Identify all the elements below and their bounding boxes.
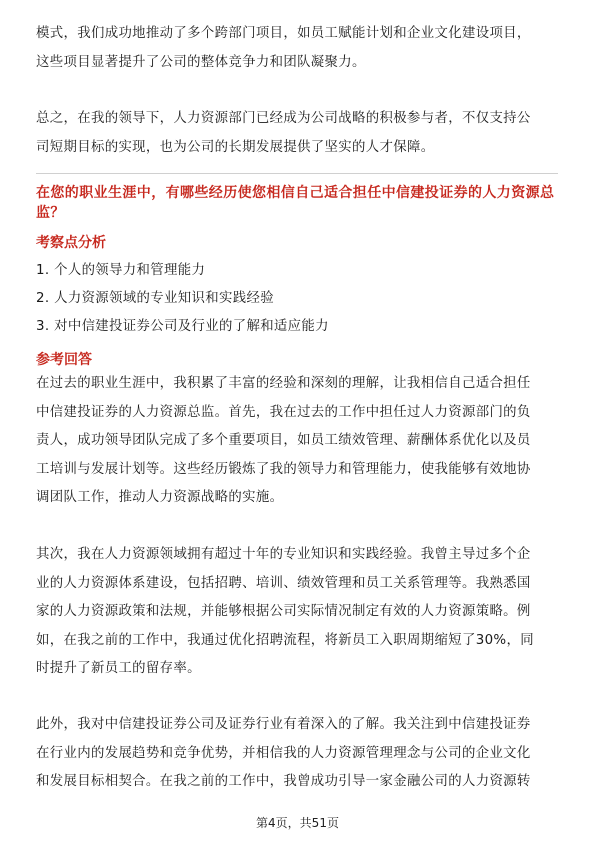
analysis-item: 2. 人力资源领域的专业知识和实践经验 xyxy=(36,291,274,306)
section-divider xyxy=(36,173,558,174)
answer-paragraph xyxy=(36,370,558,513)
question-line: 监？ xyxy=(36,205,65,221)
text-line: 在过去的职业生涯中，我积累了丰富的经验和深刻的理解，让我相信自己适合担任 xyxy=(36,376,531,391)
text-line: 调团队工作，推动人力资源战略的实施。 xyxy=(36,490,284,505)
text-line: 和发展目标相契合。在我之前的工作中，我曾成功引导一家金融公司的人力资源转 xyxy=(36,774,531,789)
answer-paragraph xyxy=(36,541,558,684)
text-line: 如，在我之前的工作中，我通过优化招聘流程，将新员工入职周期缩短了30%，同 xyxy=(36,632,534,648)
text-line: 这些项目显著提升了公司的整体竞争力和团队凝聚力。 xyxy=(36,54,366,70)
text-line: 中信建投证券的人力资源总监。首先，我在过去的工作中担任过人力资源部门的负 xyxy=(36,404,531,420)
answer-paragraph xyxy=(36,711,558,797)
analysis-heading: 考察点分析 xyxy=(36,235,106,251)
answer-heading: 参考回答 xyxy=(36,352,92,368)
interview-question xyxy=(36,183,558,223)
text-line: 时提升了新员工的留存率。 xyxy=(36,661,201,676)
question-line: 在您的职业生涯中，有哪些经历使您相信自己适合担任中信建投证券的人力资源总 xyxy=(36,185,555,201)
text-line: 模式，我们成功地推动了多个跨部门项目，如员工赋能计划和企业文化建设项目， xyxy=(36,26,531,41)
text-line: 工培训与发展计划等。这些经历锻炼了我的领导力和管理能力，使我能够有效地协 xyxy=(36,461,531,477)
text-line: 家的人力资源政策和法规，并能够根据公司实际情况制定有效的人力资源策略。例 xyxy=(36,604,531,619)
text-line: 其次，我在人力资源领域拥有超过十年的专业知识和实践经验。我曾主导过多个企 xyxy=(36,547,531,562)
text-line: 在行业内的发展趋势和竞争优势，并相信我的人力资源管理理念与公司的企业文化 xyxy=(36,745,531,761)
intro-paragraph xyxy=(36,20,558,77)
text-line: 业的人力资源体系建设，包括招聘、培训、绩效管理和员工关系管理等。我熟悉国 xyxy=(36,575,531,591)
page-number: 第4页，共51页 xyxy=(256,816,339,830)
text-line: 司短期目标的实现，也为公司的长期发展提供了坚实的人才保障。 xyxy=(36,139,435,155)
summary-paragraph xyxy=(36,105,558,162)
analysis-item: 1. 个人的领导力和管理能力 xyxy=(36,263,206,278)
text-line: 责人，成功领导团队完成了多个重要项目，如员工绩效管理、薪酬体系优化以及员 xyxy=(36,433,531,448)
text-line: 此外，我对中信建投证券公司及证券行业有着深入的了解。我关注到中信建投证券 xyxy=(36,717,531,732)
text-line: 总之，在我的领导下，人力资源部门已经成为公司战略的积极参与者，不仅支持公 xyxy=(36,111,531,126)
analysis-item: 3. 对中信建投证券公司及行业的了解和适应能力 xyxy=(36,319,329,334)
